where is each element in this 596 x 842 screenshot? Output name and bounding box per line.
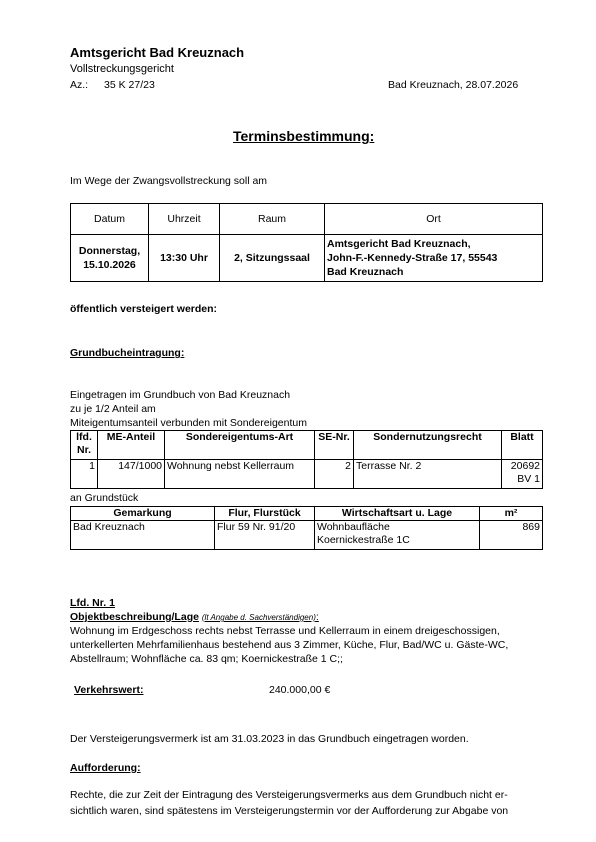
grundbuch-heading: Grundbucheintragung: <box>70 347 185 359</box>
intro-text: Im Wege der Zwangsvollstreckung soll am <box>70 175 268 187</box>
file-number-label: Az.: <box>70 79 89 91</box>
row-se-nr: 2 <box>315 460 354 489</box>
parcel-flur: Flur 59 Nr. 91/20 <box>215 521 315 550</box>
value-amount: 240.000,00 € <box>269 684 331 696</box>
court-name: Amtsgericht Bad Kreuznach <box>70 45 245 60</box>
row-lfd: 1 <box>71 460 98 489</box>
row-blatt-1: 20692 <box>510 460 540 472</box>
object-heading-line <box>70 611 319 623</box>
header-se-nr: SE-Nr. <box>315 431 354 460</box>
parcel-table <box>70 506 543 550</box>
grundbuch-line-3: Miteigentumsanteil verbunden mit Sondereigentum <box>70 417 307 429</box>
value-label: Verkehrswert: <box>74 684 144 696</box>
header-blatt: Blatt <box>502 431 543 460</box>
grundbuch-line-1: Eingetragen im Grundbuch von Bad Kreuznach <box>70 389 291 401</box>
court-department: Vollstreckungsgericht <box>70 63 174 75</box>
header-lfd <box>71 431 98 460</box>
appointment-weekday: Donnerstag, <box>78 245 141 257</box>
appointment-date <box>71 235 149 282</box>
grundbuch-header-row <box>71 431 543 460</box>
grundbuch-line-2: zu je 1/2 Anteil am <box>70 403 156 415</box>
header-flur: Flur, Flurstück <box>215 507 315 521</box>
appointment-header-row <box>71 204 543 235</box>
header-date: Datum <box>71 204 149 235</box>
parcel-wirtschaftsart-1: Wohnbaufläche <box>317 521 390 533</box>
header-room: Raum <box>220 204 325 235</box>
parcel-gemarkung: Bad Kreuznach <box>71 521 215 550</box>
header-lfd-2: Nr. <box>76 444 91 456</box>
parcel-m2: 869 <box>480 521 543 550</box>
header-gemarkung: Gemarkung <box>71 507 215 521</box>
header-lfd-1: lfd. <box>76 431 92 443</box>
appointment-place <box>325 235 543 282</box>
header-place: Ort <box>325 204 543 235</box>
object-lfd: Lfd. Nr. 1 <box>70 597 115 609</box>
aufforderung-line-2: sichtlich waren, sind spätestens im Versteigerungstermin vor der Aufforderung zur Abgabe von <box>70 805 509 817</box>
place-date: Bad Kreuznach, 28.07.2026 <box>388 79 519 91</box>
header-se-art: Sondereigentums-Art <box>165 431 315 460</box>
parcel-row <box>71 521 543 550</box>
row-me-anteil: 147/1000 <box>98 460 165 489</box>
object-line-1: Wohnung im Erdgeschoss rechts nebst Terrasse und Kellerraum in einem dreigeschossigen, <box>70 625 500 637</box>
an-grundstueck: an Grundstück <box>70 492 139 504</box>
file-number: 35 K 27/23 <box>104 79 155 91</box>
aufforderung-heading: Aufforderung: <box>70 762 141 774</box>
header-sondernutzungsrecht: Sondernutzungsrecht <box>354 431 502 460</box>
row-se-art: Wohnung nebst Kellerraum <box>165 460 315 489</box>
parcel-header-row <box>71 507 543 521</box>
appointment-time: 13:30 Uhr <box>149 235 220 282</box>
header-m2: m² <box>480 507 543 521</box>
object-line-3: Abstellraum; Wohnfläche ca. 83 qm; Koernickestraße 1 C;; <box>70 653 343 665</box>
grundbuch-row <box>71 460 543 489</box>
place-line-3: Bad Kreuznach <box>327 266 404 278</box>
grundbuch-table <box>70 430 543 489</box>
appointment-row <box>71 235 543 282</box>
parcel-wirtschaftsart-2: Koernickestraße 1C <box>317 534 410 546</box>
object-line-2: unterkellerten Mehrfamilienhaus bestehend aus 3 Zimmer, Küche, Flur, Bad/WC u. Gäste-WC, <box>70 639 509 651</box>
row-blatt-2: BV 1 <box>517 473 540 485</box>
place-line-1: Amtsgericht Bad Kreuznach, <box>327 238 471 250</box>
parcel-wirtschaftsart <box>315 521 480 550</box>
header-wirtschaftsart: Wirtschaftsart u. Lage <box>315 507 480 521</box>
row-blatt <box>502 460 543 489</box>
header-me-anteil: ME-Anteil <box>98 431 165 460</box>
appointment-room: 2, Sitzungssaal <box>220 235 325 282</box>
header-time: Uhrzeit <box>149 204 220 235</box>
object-note: (lt Angabe d. Sachverständigen) <box>201 613 316 622</box>
aufforderung-line-1: Rechte, die zur Zeit der Eintragung des Versteigerungsvermerks aus dem Grundbuch nicht er- <box>70 789 508 801</box>
place-line-2: John-F.-Kennedy-Straße 17, 55543 <box>327 252 498 264</box>
appointment-date-value: 15.10.2026 <box>83 259 136 271</box>
auction-text: öffentlich versteigert werden: <box>70 303 218 315</box>
row-sondernutzungsrecht: Terrasse Nr. 2 <box>354 460 502 489</box>
appointment-table <box>70 203 543 282</box>
vermerk-text: Der Versteigerungsvermerk ist am 31.03.2023 in das Grundbuch eingetragen worden. <box>70 733 469 745</box>
object-heading-colon: : <box>315 611 319 623</box>
document-title: Terminsbestimmung: <box>233 128 375 144</box>
object-heading: Objektbeschreibung/Lage <box>70 611 199 623</box>
